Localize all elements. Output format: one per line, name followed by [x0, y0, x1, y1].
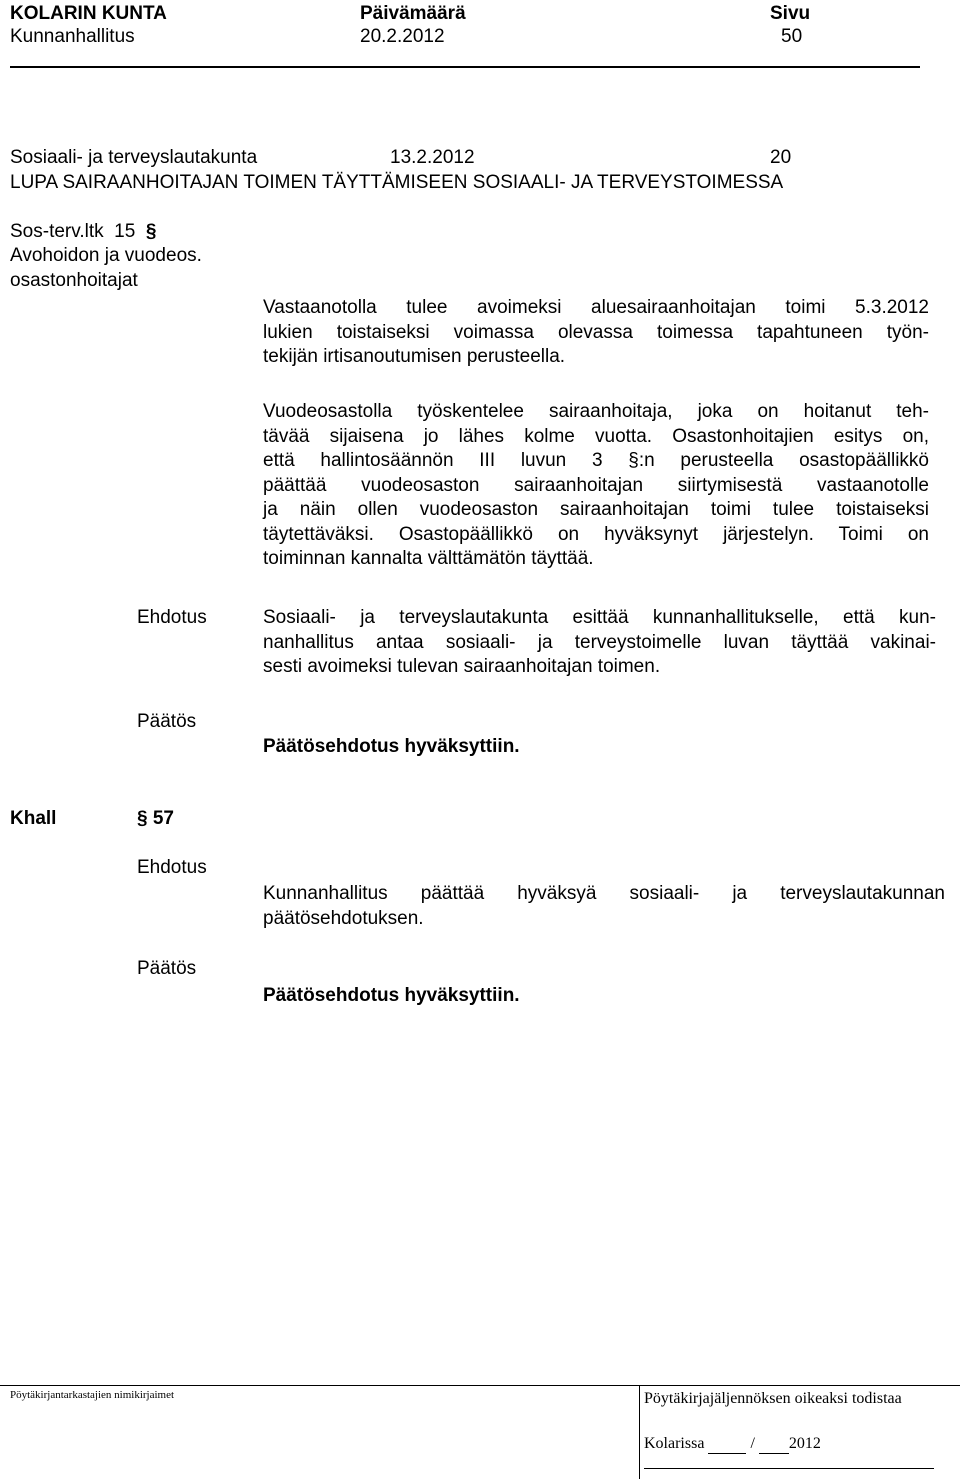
ref-date: 13.2.2012 — [390, 147, 475, 168]
certify-place-date — [644, 1435, 821, 1454]
month-blank — [759, 1435, 789, 1454]
text-line: sesti avoimeksi tulevan sairaanhoitajan toimen. — [263, 656, 661, 677]
section-symbol: § — [145, 221, 157, 242]
text-line: että hallintosäännön III luvun 3 §:n perusteella osastopäällikkö — [263, 450, 929, 471]
section2-decision: Päätösehdotus hyväksyttiin. — [263, 985, 520, 1006]
section1-paragraph-2 — [263, 400, 929, 572]
section1-id-number: 15 — [114, 221, 136, 242]
section2-id-number: 57 — [152, 808, 174, 829]
text-line: ja näin ollen vuodeosaston sairaanhoitajan toimi tulee toistaiseksi — [263, 499, 929, 520]
place: Kolarissa — [644, 1435, 705, 1452]
ref-number: 20 — [770, 147, 792, 168]
section2-id-prefix: Khall — [10, 808, 57, 829]
certify-year: 2012 — [788, 1435, 821, 1452]
text-line: Vuodeosastolla työskentelee sairaanhoitaja, joka on hoitanut teh- — [263, 401, 929, 422]
section1-id-prefix: Sos-terv.ltk — [10, 221, 104, 242]
org-body: Kunnanhallitus — [10, 26, 135, 47]
section-symbol: § — [137, 808, 148, 829]
ref-title: LUPA SAIRAANHOITAJAN TOIMEN TÄYTTÄMISEEN SOSIAALI- JA TERVEYSTOIMESSA — [10, 172, 784, 193]
date-label: Päivämäärä — [360, 3, 466, 24]
meeting-date: 20.2.2012 — [360, 26, 445, 47]
org-name: KOLARIN KUNTA — [10, 3, 167, 24]
section2-ehdotus-label: Ehdotus — [137, 857, 207, 878]
section1-subject-line2: osastonhoitajat — [10, 270, 138, 291]
text-line: toiminnan kannalta välttämätön täyttää. — [263, 548, 594, 569]
text-line: Kunnanhallitus päättää hyväksyä sosiaali- ja terveyslautakunnan — [263, 883, 945, 904]
signers-label: Pöytäkirjantarkastajien nimikirjaimet — [10, 1389, 175, 1401]
text-line: lukien toistaiseksi voimassa olevassa toimessa tapahtuneen työn- — [263, 321, 929, 343]
section2-id — [137, 808, 174, 830]
text-line: Vastaanotolla tulee avoimeksi aluesairaanhoitajan toimi 5.3.2012 — [263, 297, 929, 318]
section1-id — [10, 221, 156, 243]
section2-ehdotus-text — [263, 882, 945, 931]
section1-ehdotus-text — [263, 606, 936, 680]
text-line: täytettäväksi. Osastopäällikkö on hyväksynyt järjestelyn. Toimi on — [263, 523, 929, 545]
text-line: tekijän irtisanoutumisen perusteella. — [263, 346, 566, 367]
section2-paatos-label: Päätös — [137, 958, 197, 979]
text-line: nanhallitus antaa sosiaali- ja terveystoimelle luvan täyttää vakinai- — [263, 631, 936, 653]
footer-top-rule — [0, 1385, 960, 1386]
ref-committee: Sosiaali- ja terveyslautakunta — [10, 147, 258, 168]
text-line: päätösehdotuksen. — [263, 907, 424, 929]
section1-paatos-label: Päätös — [137, 711, 197, 732]
date-separator: / — [750, 1435, 755, 1452]
section1-decision: Päätösehdotus hyväksyttiin. — [263, 736, 520, 757]
section1-paragraph-1 — [263, 296, 929, 370]
text-line: päättää vuodeosaston sairaanhoitajan siirtymisestä vastaanotolle — [263, 474, 929, 496]
footer-divider — [639, 1385, 640, 1479]
text-line: tävää sijaisena jo lähes kolme vuotta. Osastonhoitajien esitys on, — [263, 425, 929, 447]
section1-subject-line1: Avohoidon ja vuodeos. — [10, 245, 202, 266]
page-number: 50 — [781, 26, 803, 47]
certify-label: Pöytäkirjajäljennöksen oikeaksi todistaa — [644, 1390, 902, 1407]
day-blank — [708, 1435, 746, 1454]
page-label: Sivu — [770, 3, 811, 24]
signature-line — [644, 1468, 934, 1469]
section1-ehdotus-label: Ehdotus — [137, 607, 207, 628]
header-rule — [10, 66, 920, 68]
text-line: Sosiaali- ja terveyslautakunta esittää kunnanhallitukselle, että kun- — [263, 607, 936, 628]
